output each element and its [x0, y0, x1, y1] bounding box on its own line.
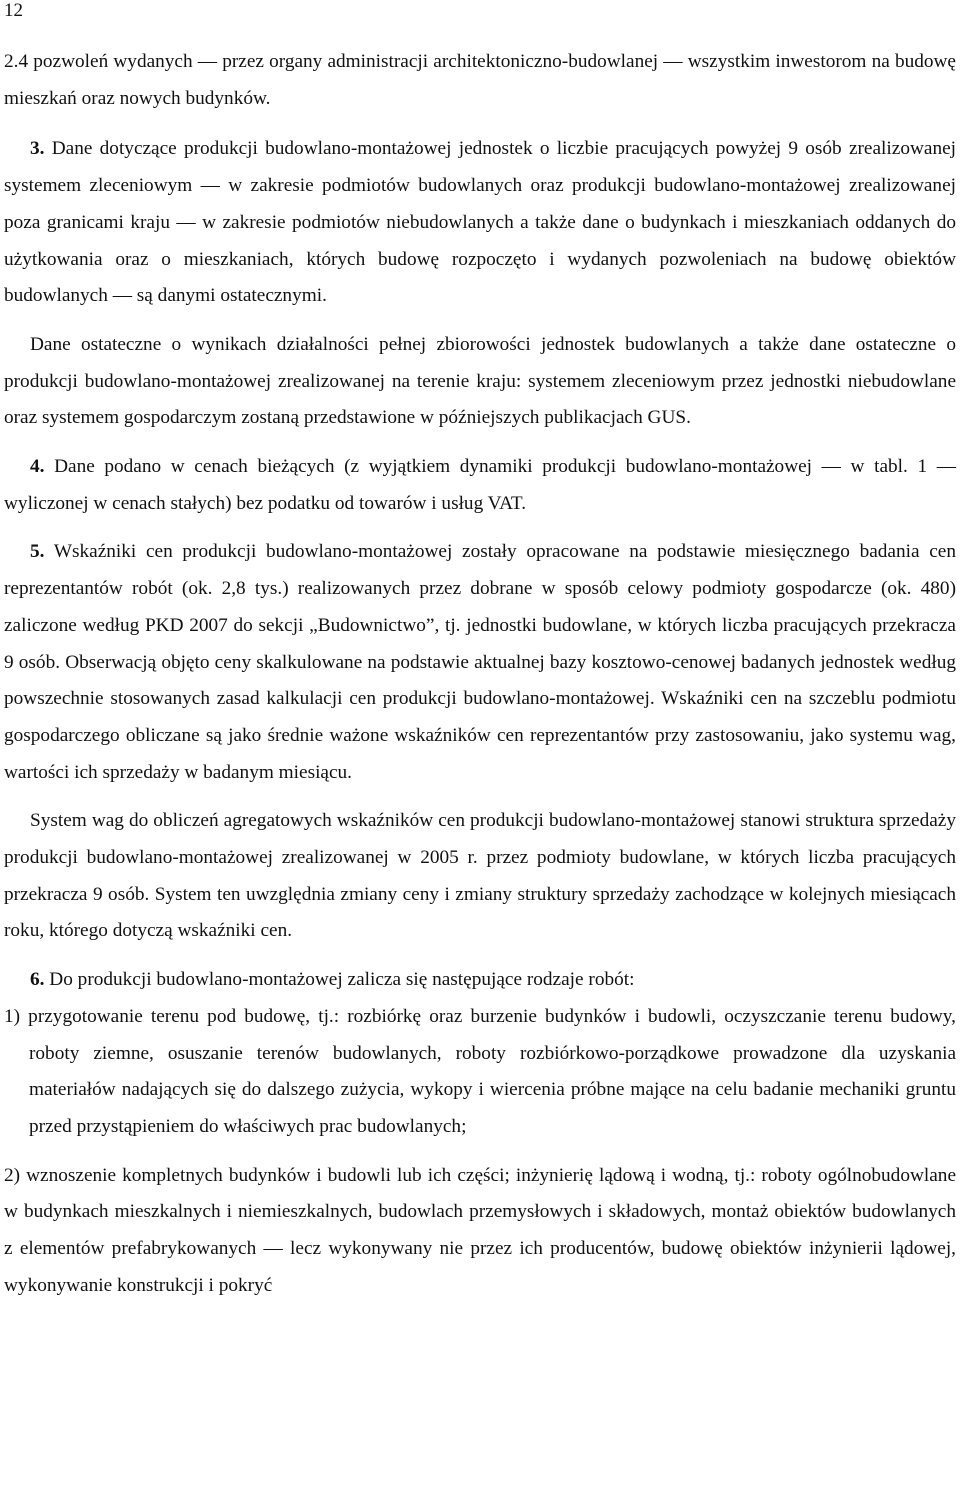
list-item-1: 1) przygotowanie terenu pod budowę, tj.: rozbiórkę oraz burzenie budynków i budowli, oczyszczanie terenu budowy, roboty ziemne, osuszanie terenów budowlanych, roboty rozbiórkowo-porządkowe prowadzone dla uzyskania materiałów nadających się do dalszego zużycia, wykopy i wiercenia próbne mające na celu badanie mechaniki gruntu przed przystąpieniem do właściwych prac budowlanych;	[4, 1005, 956, 1137]
paragraph-text: Dane podano w cenach bieżących (z wyjątkiem dynamiki produkcji budowlano-montażowej — w tabl. 1 — wyliczonej w cenach stałych) bez podatku od towarów i usług VAT.	[4, 456, 956, 514]
paragraph-text: Do produkcji budowlano-montażowej zalicza się następujące rodzaje robót:	[44, 969, 635, 991]
paragraph-6	[4, 962, 956, 999]
paragraph-number: 4.	[30, 456, 45, 478]
paragraph-2-4: 2.4 pozwoleń wydanych — przez organy administracji architektoniczno-budowlanej — wszystkim inwestorom na budowę mieszkań oraz nowych budynków.	[4, 51, 956, 109]
paragraph-3	[4, 131, 956, 315]
paragraph-4	[4, 449, 956, 522]
paragraph-text: Dane dotyczące produkcji budowlano-montażowej jednostek o liczbie pracujących powyżej 9 osób zrealizowanej systemem zleceniowym — w zakresie podmiotów budowlanych oraz produkcji budowlano-montażowej zrealizowanej poza granicami kraju — w zakresie podmiotów niebudowlanych a także dane o budynkach i mieszkaniach oddanych do użytkowania oraz o mieszkaniach, których budowę rozpoczęto i wydanych pozwoleniach na budowę obiektów budowlanych — są danymi ostatecznymi.	[4, 138, 956, 307]
paragraph-number: 3.	[30, 138, 45, 160]
paragraph-text: Wskaźniki cen produkcji budowlano-montażowej zostały opracowane na podstawie miesięcznego badania cen reprezentantów robót (ok. 2,8 tys.) realizowanych przez dobrane w sposób celowy podmioty gospodarcze (ok. 480) zaliczone według PKD 2007 do sekcji „Budownictwo”, tj. jednostki budowlane, w których liczba pracujących przekracza 9 osób. Obserwacją objęto ceny skalkulowane na podstawie aktualnej bazy kosztowo-cenowej badanych jednostek według powszechnie stosowanych zasad kalkulacji cen produkcji budowlano-montażowej. Wskaźniki cen na szczeblu podmiotu gospodarczego obliczane są jako średnie ważone wskaźników cen reprezentantów przy zastosowaniu, jako systemu wag, wartości ich sprzedaży w badanym miesiącu.	[4, 541, 956, 783]
document-body	[4, 44, 956, 1305]
paragraph-5	[4, 534, 956, 791]
paragraph-weights: System wag do obliczeń agregatowych wskaźników cen produkcji budowlano-montażowej stanowi struktura sprzedaży produkcji budowlano-montażowej zrealizowanej w 2005 r. przez podmioty budowlane, w których liczba pracujących przekracza 9 osób. System ten uwzględnia zmiany ceny i zmiany struktury sprzedaży zachodzące w kolejnych miesiącach roku, którego dotyczą wskaźniki cen.	[4, 810, 956, 942]
paragraph-final-data: Dane ostateczne o wynikach działalności pełnej zbiorowości jednostek budowlanych a także dane ostateczne o produkcji budowlano-montażowej zrealizowanej na terenie kraju: systemem zleceniowym przez jednostki niebudowlane oraz systemem gospodarczym zostaną przedstawione w późniejszych publikacjach GUS.	[4, 333, 956, 429]
list-item-2: 2) wznoszenie kompletnych budynków i budowli lub ich części; inżynierię lądową i wodną, tj.: roboty ogólnobudowlane w budynkach mieszkalnych i niemieszkalnych, budowlach przemysłowych i składowych, montaż obiektów budowlanych z elementów prefabrykowanych — lecz wykonywany nie przez ich producentów, budowę obiektów inżynierii lądowej, wykonywanie konstrukcji i pokryć	[4, 1164, 956, 1296]
paragraph-number: 5.	[30, 541, 45, 563]
paragraph-number: 6.	[30, 969, 45, 991]
page-number: 12	[4, 0, 23, 21]
